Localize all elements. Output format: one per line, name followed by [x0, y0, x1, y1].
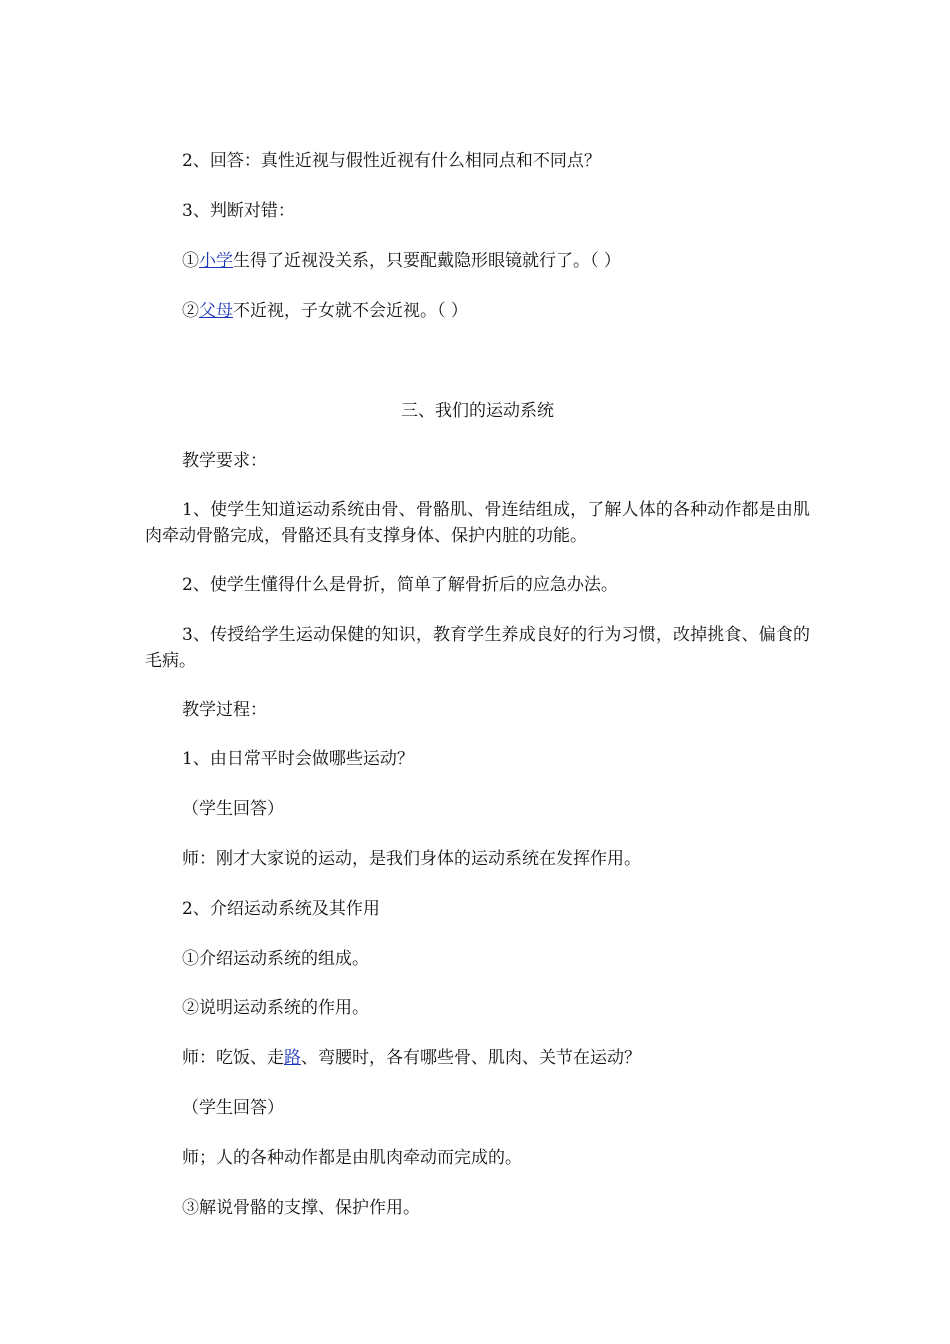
step-1-teacher: 师：刚才大家说的运动，是我们身体的运动系统在发挥作用。	[182, 849, 641, 869]
judge-item-1-text: 生得了近视没关系，只要配戴隐形眼镜就行了。（ ）	[233, 251, 621, 271]
step-2-answer: （学生回答）	[182, 1098, 284, 1118]
step-2c: ③解说骨骼的支撑、保护作用。	[182, 1198, 420, 1218]
step-2-teacher	[145, 1045, 847, 1071]
step-2-teacher-post: 、弯腰时，各有哪些骨、肌肉、关节在运动？	[301, 1048, 641, 1068]
judge-item-2-marker: ②	[182, 301, 199, 321]
step-1-answer: （学生回答）	[182, 799, 284, 819]
section-title: 三、我们的运动系统	[401, 401, 554, 421]
step-1: 1、由日常平时会做哪些运动？	[182, 749, 414, 769]
step-2-teacher-2: 师；人的各种动作都是由肌肉牵动而完成的。	[182, 1148, 522, 1168]
judge-item-1-marker: ①	[182, 251, 199, 271]
question-3: 3、判断对错：	[182, 201, 295, 221]
requirements-heading: 教学要求：	[182, 451, 267, 471]
step-2b: ②说明运动系统的作用。	[182, 998, 369, 1018]
link-fumu[interactable]: 父母	[199, 301, 233, 321]
question-2: 2、回答：真性近视与假性近视有什么相同点和不同点？	[182, 151, 601, 171]
requirement-3: 3、传授给学生运动保健的知识，教育学生养成良好的行为习惯，改掉挑食、偏食的毛病。	[145, 625, 810, 671]
step-2a: ①介绍运动系统的组成。	[182, 949, 369, 969]
requirement-2: 2、使学生懂得什么是骨折，简单了解骨折后的应急办法。	[182, 575, 618, 595]
link-xiaoxue[interactable]: 小学	[199, 251, 233, 271]
judge-item-2-text: 不近视，子女就不会近视。（ ）	[233, 301, 468, 321]
requirement-1: 1、使学生知道运动系统由骨、骨骼肌、骨连结组成，了解人体的各种动作都是由肌肉牵动骨骼完成，骨骼还具有支撑身体、保护内脏的功能。	[145, 500, 810, 546]
step-2: 2、介绍运动系统及其作用	[182, 899, 380, 919]
step-2-teacher-pre: 师：吃饭、走	[182, 1048, 284, 1068]
judge-item-2	[145, 298, 847, 324]
judge-item-1	[145, 248, 847, 274]
process-heading: 教学过程：	[182, 700, 267, 720]
link-lu[interactable]: 路	[284, 1048, 301, 1068]
